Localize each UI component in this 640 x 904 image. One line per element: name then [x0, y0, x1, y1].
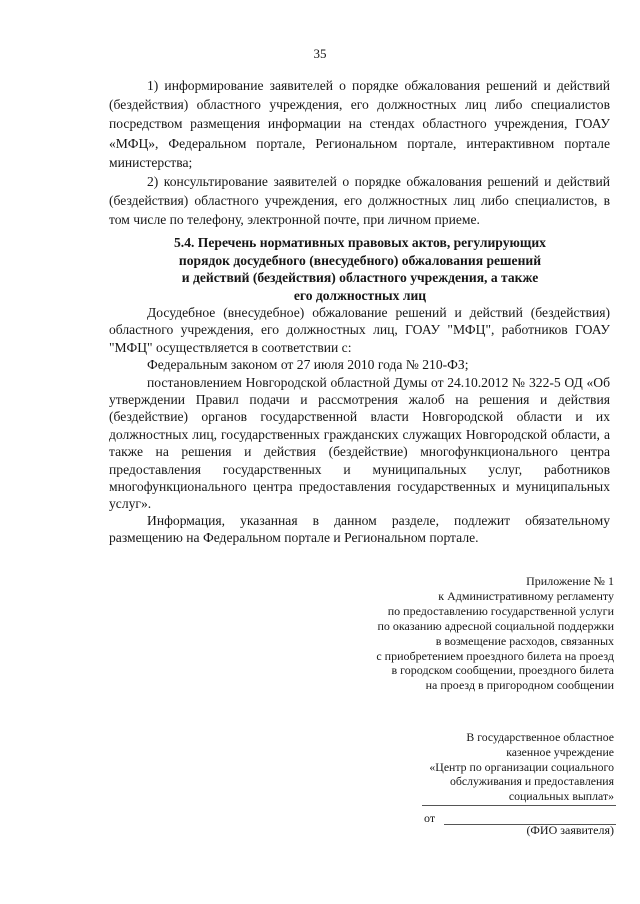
section-closing — [109, 512, 610, 547]
recipient-line: В государственное областное — [466, 730, 614, 744]
recipient-line: обслуживания и предоставления — [450, 774, 614, 789]
applicant-name-caption: (ФИО заявителя) — [526, 823, 614, 837]
intro-item-2: 2) консультирование заявителей о порядке обжалования решений и действий (бездействия) областного учреждения, его должностных лиц либо специалистов, в том числе по телефону, электронной почте, при личном приеме. — [109, 174, 610, 228]
recipient-line: казенное учреждение — [506, 744, 614, 759]
section-heading — [120, 234, 600, 304]
intro-item-1: 1) информирование заявителей о порядке обжалования решений и действий (бездействия) областного учреждения, его должностных лиц либо специалистов посредством размещения информации на стендах областного учреждения, ГОАУ «МФЦ», Федеральном портале, Региональном портале, интерактивном портале министерства; — [109, 78, 610, 170]
from-label: от — [424, 811, 436, 825]
recipient-line: социальных выплат» — [508, 789, 614, 804]
recipient-line: «Центр по организации социального — [429, 759, 614, 774]
page-number: 35 — [313, 46, 327, 61]
appendix-note — [254, 574, 614, 693]
appendix-line: к Административному регламенту — [438, 588, 614, 603]
appendix-line: по предоставлению государственной услуги — [387, 603, 614, 618]
body-paragraph-publication: Информация, указанная в данном разделе, подлежит обязательному размещению на Федеральном портале и Региональном портале. — [109, 513, 610, 546]
signature-blank-line — [422, 805, 616, 806]
appendix-line: с приобретением проездного билета на проезд — [376, 648, 614, 663]
heading-line: его должностных лиц — [293, 287, 427, 303]
section-body — [109, 304, 610, 513]
appendix-line: на проезд в пригородном сообщении — [425, 678, 614, 693]
appendix-line: Приложение № 1 — [526, 574, 614, 588]
body-paragraph-resolution: постановлением Новгородской областной Думы от 24.10.2012 № 322-5 ОД «Об утверждении Правил подачи и рассмотрения жалоб на решения и действия (бездействие) органов государственной власти Новгородской области и их должностных лиц, государственных гражданских служащих Новгородской области, а также на решения и действия (бездействие) многофункционального центра предоставления государственных и муниципальных услуг, работников многофункционального центра предоставления государственных и муниципальных услуг». — [109, 374, 610, 512]
body-paragraph-basis: Досудебное (внесудебное) обжалование решений и действий (бездействия) областного учреждения, его должностных лиц, ГОАУ "МФЦ", работников ГОАУ "МФЦ" осуществляется в соответствии с: — [109, 305, 610, 355]
appendix-line: по оказанию адресной социальной поддержки — [377, 618, 614, 633]
intro-list — [109, 76, 610, 230]
body-paragraph-federal-law: Федеральным законом от 27 июля 2010 года № 210-ФЗ; — [147, 357, 469, 373]
appendix-line: в возмещение расходов, связанных — [435, 633, 614, 648]
heading-line: и действий (бездействия) областного учреждения, а также — [181, 270, 539, 286]
heading-line: порядок досудебного (внесудебного) обжалования решений — [178, 252, 542, 268]
appendix-line: в городском сообщении, проездного билета — [391, 663, 614, 678]
heading-line: 5.4. Перечень нормативных правовых актов, регулирующих — [174, 235, 546, 250]
recipient-block — [314, 730, 614, 804]
